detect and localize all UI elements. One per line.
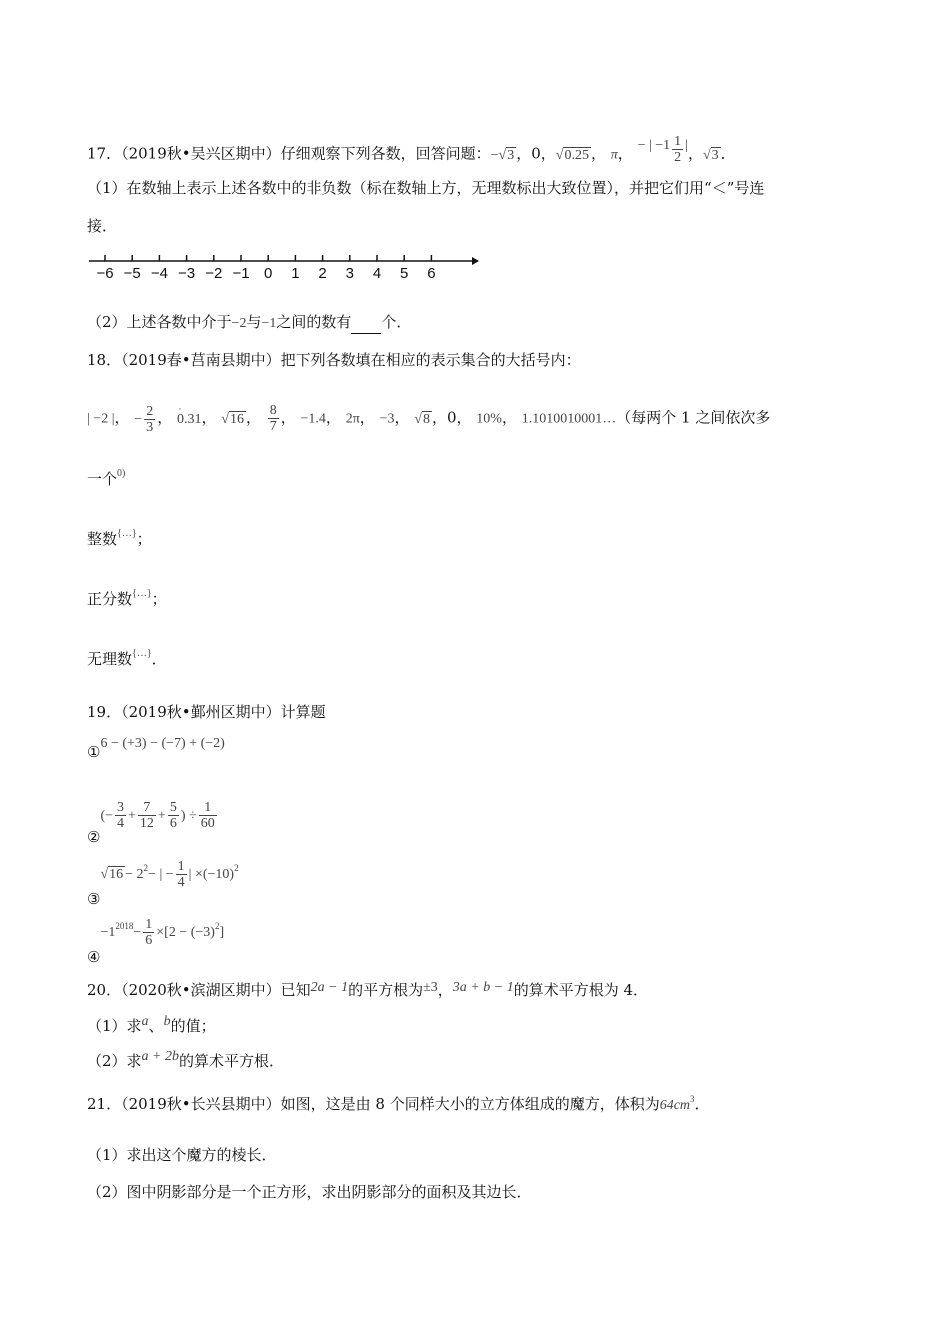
q17-stem: 17．（2019秋•吴兴区期中）仔细观察下列各数，回答问题：−√3 ，0，√0.25 ， π， − | −1 $\frac{1}{2}$ |，√3 ． [87,134,736,165]
sqrt-0-25: √0.25 [555,147,589,163]
frac-neg-2-3: − $\frac{2}{3}$ [134,403,154,435]
number-line-label: −5 [123,265,141,282]
sqrt3: √3 [702,147,719,163]
neg-sqrt3: −√3 [490,147,515,163]
q21-part1: （1）求出这个魔方的棱长． [87,1146,277,1164]
answer-blank[interactable] [351,318,381,334]
pi-symbol: π [610,147,618,163]
number-line-label: 5 [400,265,409,282]
number-line-label: 2 [318,265,327,282]
number-line-label: −4 [150,265,168,282]
q17-part1-line1: （1）在数轴上表示上述各数中的非负数（标在数轴上方，无理数标出大致位置），并把它们用“＜”号连 [87,179,765,197]
q19-item2: ②(− $\frac{3}{4}$ + $\frac{7}{12}$ + $\frac{5}{6}$ ) ÷ $\frac{1}{60}$ [87,800,215,846]
q18-number-list: | −2 |， − $\frac{2}{3}$ ， ˙ 0.31， √16 ， $\frac{8}{7}$ ， −1.4， 2π， −3， √8 ，0， 10%， 1.1010010001…（每两个 1 之间依次多 [87,403,770,435]
q21-part2: （2）图中阴影部分是一个正方形，求出阴影部分的面积及其边长． [87,1183,532,1201]
frac-8-7: $\frac{8}{7}$ [269,403,277,434]
q20-part1: （1）求a、b的值； [87,1014,216,1035]
q19-item4: $④-1^{2018}-$ $\frac{1}{6}$ $\times[2 - (-3)^2]$ [87,916,225,966]
q18-line2: 一个$^{0)}$ [87,468,126,488]
q20-stem: 20．（2020秋•滨湖区期中）已知2a − 1的平方根为±3，3a + b − 1的算术平方根为 4． [87,980,649,999]
q17-part1-line2: 接． [87,217,118,235]
q21-stem: 21．（2019秋•长兴县期中）如图，这是由 8 个同样大小的立方体组成的魔方，体积为$64cm^3$． [87,1094,710,1113]
number-line-label: 3 [345,265,354,282]
q18-integers: 整数{…}； [87,528,152,548]
brace-placeholder: {…} [132,588,152,599]
q18-positive-fractions: 正分数{…}； [87,588,167,608]
brace-placeholder: {…} [132,648,152,659]
number-line-label: 6 [427,265,436,282]
abs-mixed-number: − | −1 $\frac{1}{2}$ | [637,134,688,165]
q19-item1: ①6 − (+3) − (−7) + (−2) [87,736,225,761]
number-line-label: 0 [264,265,273,282]
sqrt16: √16 [221,411,244,427]
q18-irrationals: 无理数{…}． [87,648,167,668]
number-line-label: −2 [205,265,223,282]
sqrt8: √8 [414,411,430,427]
brace-placeholder: {…} [117,528,137,539]
number-line-label: 4 [372,265,382,282]
q19-item3: ③√16 − $2^2-$ | − $\frac{1}{4}$ | $\times(-10)^2$ [87,858,239,908]
q17-label: 17．（2019秋•吴兴区期中）仔细观察下列各数，回答问题： [87,144,491,163]
number-line-label: −1 [232,265,250,282]
number-line-label: −3 [178,265,196,282]
q18-stem: 18．（2019春•莒南县期中）把下列各数填在相应的表示集合的大括号内： [87,351,581,369]
q17-part2: （2）上述各数中介于−2与−1之间的数有 个． [87,312,411,334]
repeating-decimal: ˙ 0.31 [177,412,202,427]
number-line-arrow [472,257,479,265]
number-line-label: 1 [291,265,300,282]
number-line-label: −6 [96,265,114,282]
number-line [87,252,487,282]
q20-part2: （2）求a + 2b的算术平方根． [87,1049,285,1070]
q19-stem: 19．（2019秋•鄞州区期中）计算题 [87,703,326,721]
